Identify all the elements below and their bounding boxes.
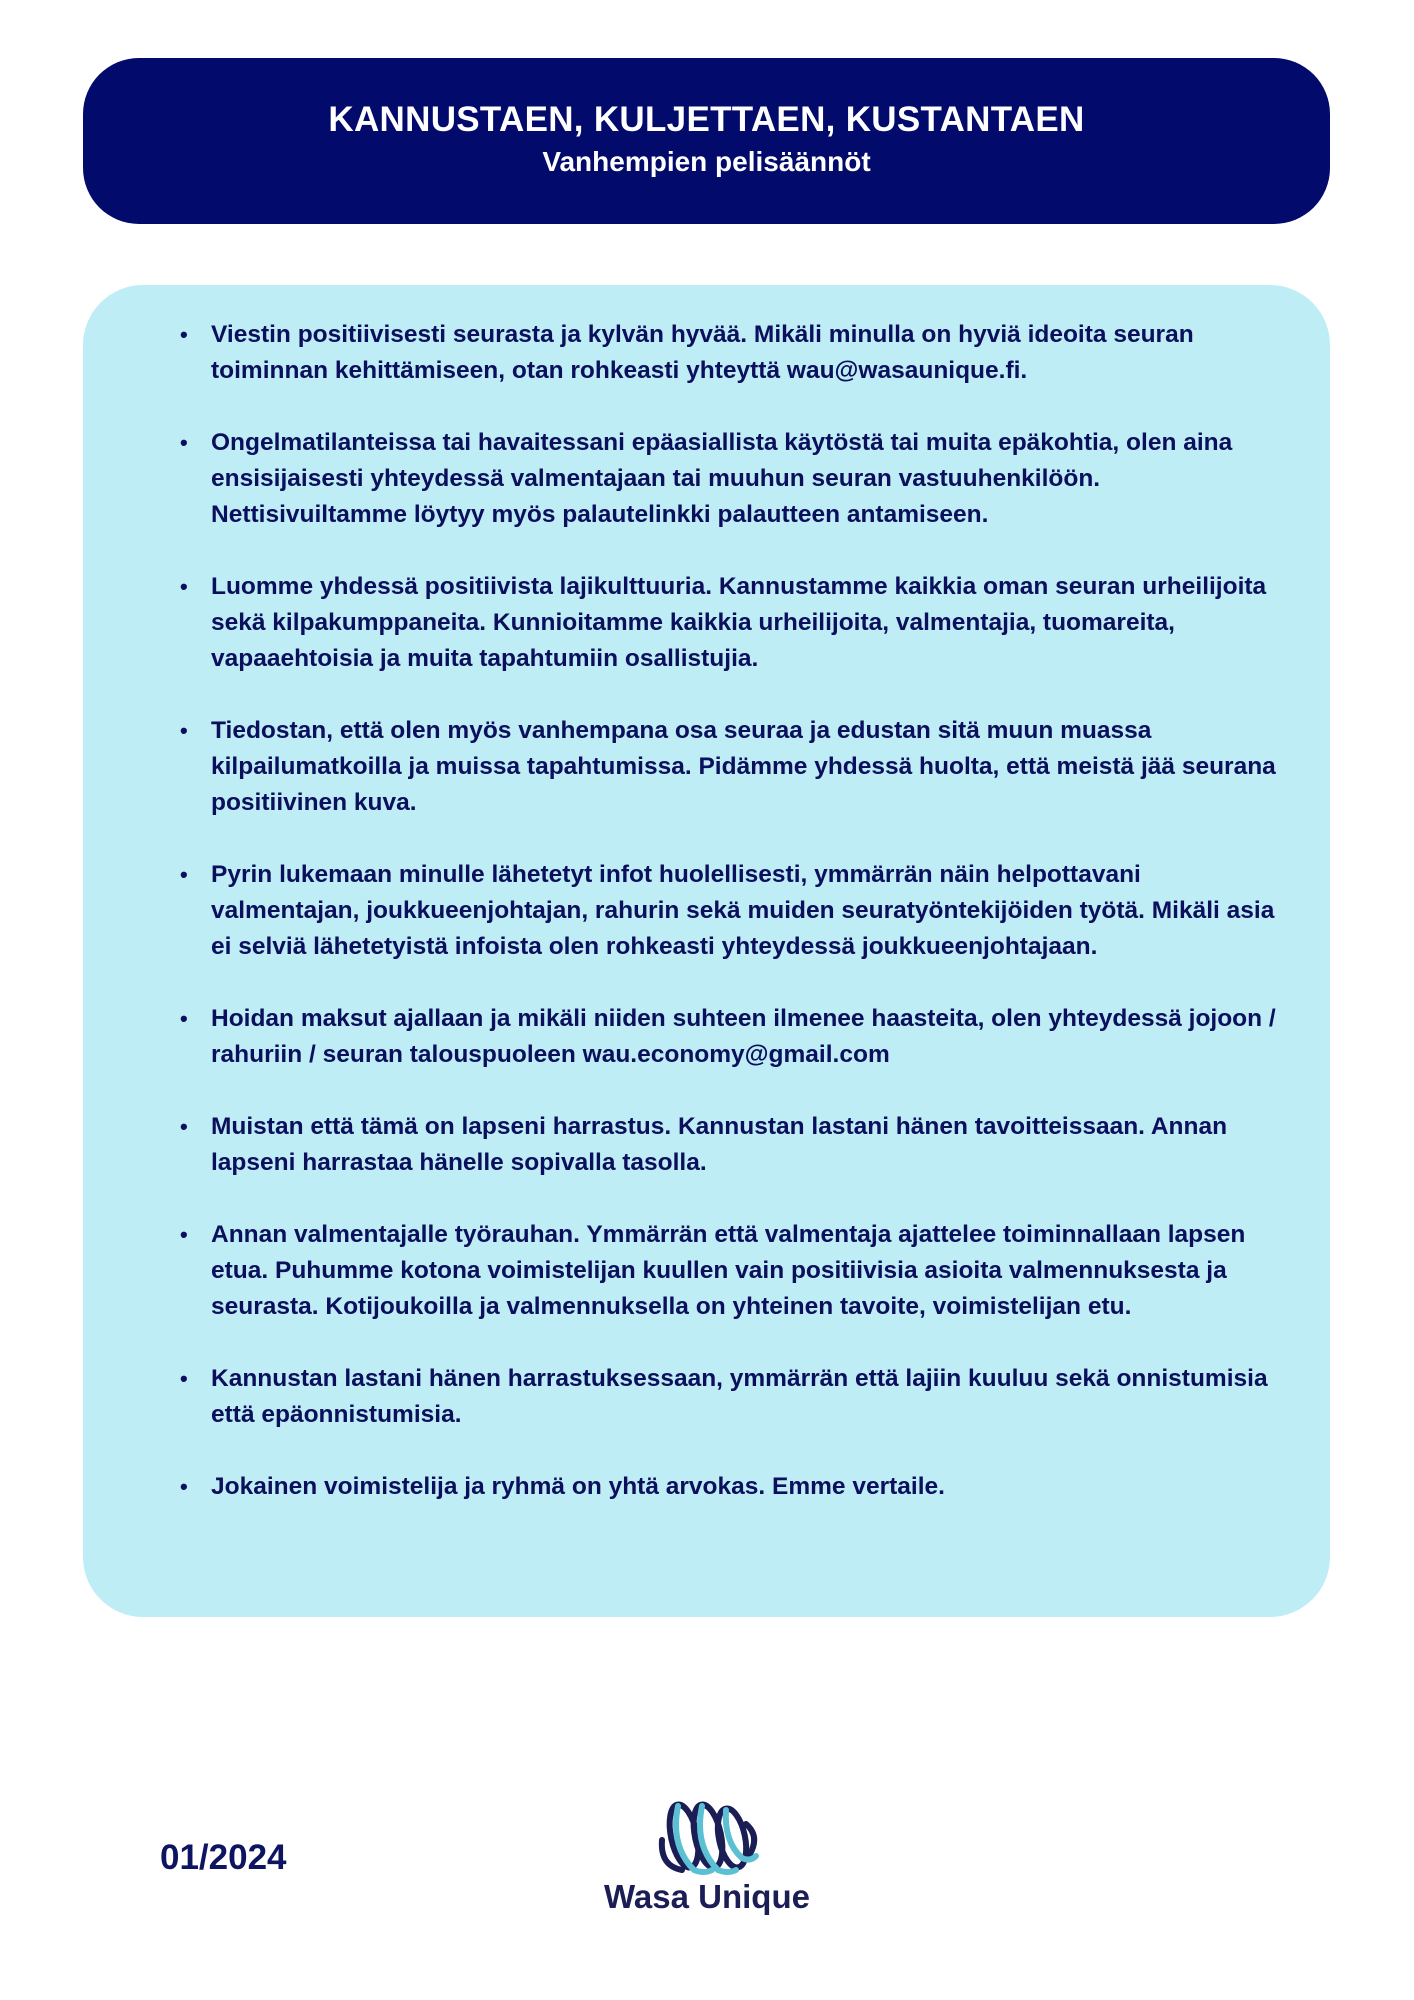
club-logo <box>600 1796 814 1916</box>
page-title: KANNUSTAEN, KULJETTAEN, KUSTANTAEN <box>328 100 1085 139</box>
rule-text: Luomme yhdessä positiivista lajikulttuuria. Kannustamme kaikkia oman seuran urheilijoita sekä kilpakumppaneita. Kunnioitamme kaikkia urheilijoita, valmentajia, tuomareita, vapaaehtoisia ja muita tapahtumiin osallistujia. <box>211 573 1267 672</box>
rule-item <box>180 713 1291 821</box>
spiral-rings-icon <box>642 1796 772 1876</box>
rule-text: Kannustan lastani hänen harrastuksessaan, ymmärrän että lajiin kuuluu sekä onnistumisia että epäonnistumisia. <box>211 1365 1268 1428</box>
bullet-icon: • <box>180 322 188 347</box>
bullet-icon: • <box>180 574 188 599</box>
rule-item <box>180 317 1291 389</box>
rule-item <box>180 1469 1291 1505</box>
header-banner <box>83 58 1330 224</box>
bullet-icon: • <box>180 430 188 455</box>
bullet-icon: • <box>180 862 188 887</box>
document-date: 01/2024 <box>160 1838 287 1877</box>
logo-text: Wasa Unique <box>604 1878 810 1915</box>
rule-item <box>180 1109 1291 1181</box>
rule-text: Ongelmatilanteissa tai havaitessani epäasiallista käytöstä tai muita epäkohtia, olen aina ensisijaisesti yhteydessä valmentajaan tai muuhun seuran vastuuhenkilöön. Nettisivuiltamme löytyy myös palautelinkki palautteen antamiseen. <box>211 429 1233 528</box>
rule-text: Muistan että tämä on lapseni harrastus. Kannustan lastani hänen tavoitteissaan. Annan lapseni harrastaa hänelle sopivalla tasolla. <box>211 1113 1228 1176</box>
rule-text: Jokainen voimistelija ja ryhmä on yhtä arvokas. Emme vertaile. <box>211 1473 945 1500</box>
bullet-icon: • <box>180 718 188 743</box>
bullet-icon: • <box>180 1366 188 1391</box>
page-subtitle: Vanhempien pelisäännöt <box>542 146 871 177</box>
bullet-icon: • <box>180 1114 188 1139</box>
bullet-icon: • <box>180 1474 188 1499</box>
rule-item <box>180 1217 1291 1325</box>
rules-list <box>180 317 1291 1541</box>
bullet-icon: • <box>180 1222 188 1247</box>
rule-item <box>180 857 1291 965</box>
rule-item <box>180 569 1291 677</box>
rule-text: Tiedostan, että olen myös vanhempana osa seuraa ja edustan sitä muun muassa kilpailumatkoilla ja muissa tapahtumissa. Pidämme yhdessä huolta, että meistä jää seurana positiivinen kuva. <box>211 717 1276 816</box>
rule-item <box>180 1361 1291 1433</box>
rule-text: Viestin positiivisesti seurasta ja kylvän hyvää. Mikäli minulla on hyviä ideoita seuran toiminnan kehittämiseen, otan rohkeasti yhteyttä wau@wasaunique.fi. <box>211 321 1194 384</box>
rule-text: Annan valmentajalle työrauhan. Ymmärrän että valmentaja ajattelee toiminnallaan lapsen etua. Puhumme kotona voimistelijan kuullen vain positiivisia asioita valmennuksesta ja seurasta. Kotijoukoilla ja valmennuksella on yhteinen tavoite, voimistelijan etu. <box>211 1221 1246 1320</box>
rules-box <box>83 285 1330 1617</box>
rule-item <box>180 425 1291 533</box>
rule-text: Pyrin lukemaan minulle lähetetyt infot huolellisesti, ymmärrän näin helpottavani valmentajan, joukkueenjohtajan, rahurin sekä muiden seuratyöntekijöiden työtä. Mikäli asia ei selviä lähetetyistä infoista olen rohkeasti yhteydessä joukkueenjohtajaan. <box>211 861 1275 960</box>
rule-text: Hoidan maksut ajallaan ja mikäli niiden suhteen ilmenee haasteita, olen yhteydessä jojoon / rahuriin / seuran talouspuoleen wau.economy@gmail.com <box>211 1005 1276 1068</box>
rule-item <box>180 1001 1291 1073</box>
bullet-icon: • <box>180 1006 188 1031</box>
